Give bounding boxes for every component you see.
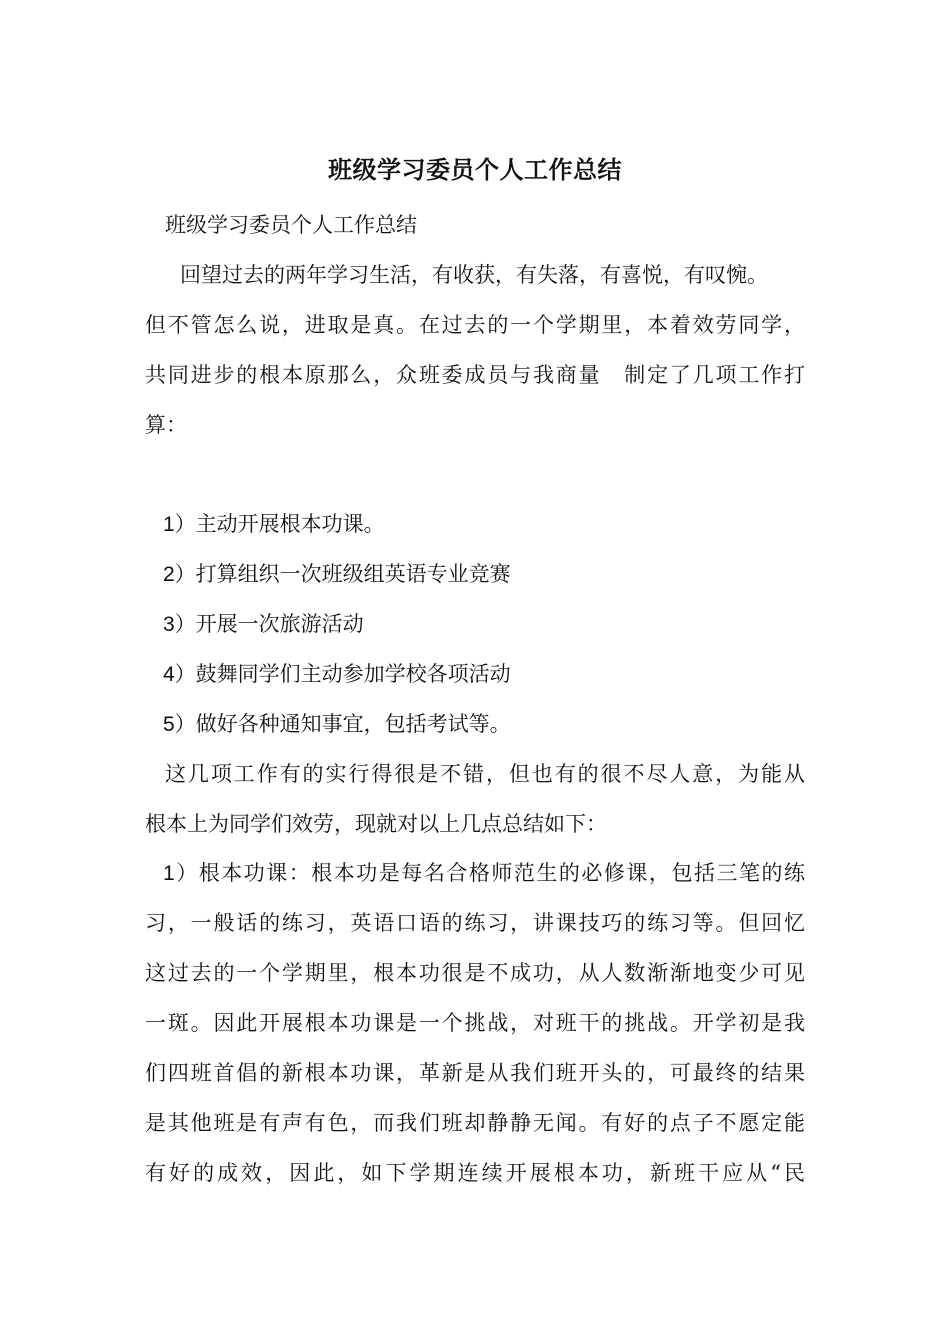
plan-item-number: 4 — [163, 663, 175, 686]
detail-line-5: 们四班首倡的新根本功课，革新是从我们班开头的，可最终的结果 — [145, 1061, 805, 1085]
summary-line-1: 这几项工作有的实行得很是不错，但也有的很不尽人意，为能从 — [165, 762, 805, 786]
plan-item-number: 2 — [163, 563, 175, 586]
intro-line-2: 但不管怎么说，进取是真。在过去的一个学期里，本着效劳同学， — [145, 313, 805, 337]
plan-item-text: ）打算组织一次班级组英语专业竞赛 — [174, 562, 511, 586]
plan-item-3 — [163, 608, 364, 641]
plan-item-number: 3 — [163, 613, 175, 636]
plan-item-number: 1 — [163, 513, 175, 536]
intro-line-4: 算： — [145, 413, 187, 437]
intro-line-3: 共同进步的根本原那么，众班委成员与我商量 制定了几项工作打 — [145, 363, 805, 387]
plan-item-text: ）做好各种通知事宜，包括考试等。 — [174, 712, 511, 736]
detail-item-text: ）根本功课：根本功是每名合格师范生的必修课，包括三笔的练 — [174, 861, 805, 885]
detail-item-number: 1 — [163, 862, 175, 885]
plan-item-text: ）开展一次旅游活动 — [174, 612, 364, 636]
plan-item-4 — [163, 658, 511, 691]
plan-item-1 — [163, 508, 385, 541]
detail-line-2: 习，一般话的练习，英语口语的练习，讲课技巧的练习等。但回忆 — [145, 911, 805, 935]
plan-item-number: 5 — [163, 713, 175, 736]
intro-line-1: 回望过去的两年学习生活，有收获，有失落，有喜悦，有叹惋。 — [180, 263, 768, 287]
plan-item-text: ）鼓舞同学们主动参加学校各项活动 — [174, 662, 511, 686]
detail-line-6: 是其他班是有声有色，而我们班却静静无闻。有好的点子不愿定能 — [145, 1111, 805, 1135]
detail-line-4: 一斑。因此开展根本功课是一个挑战，对班干的挑战。开学初是我 — [145, 1011, 805, 1035]
plan-item-2 — [163, 558, 511, 591]
detail-line-1 — [163, 857, 805, 890]
summary-line-2: 根本上为同学们效劳，现就对以上几点总结如下： — [145, 812, 607, 836]
detail-line-3: 这过去的一个学期里，根本功很是不成功，从人数渐渐地变少可见 — [145, 961, 805, 985]
plan-item-text: ）主动开展根本功课。 — [174, 512, 385, 536]
document-title: 班级学习委员个人工作总结 — [328, 156, 622, 184]
plan-item-5 — [163, 708, 511, 741]
detail-line-7: 有好的成效，因此，如下学期连续开展根本功，新班干应从“民 — [145, 1161, 805, 1185]
subtitle: 班级学习委员个人工作总结 — [165, 213, 417, 237]
